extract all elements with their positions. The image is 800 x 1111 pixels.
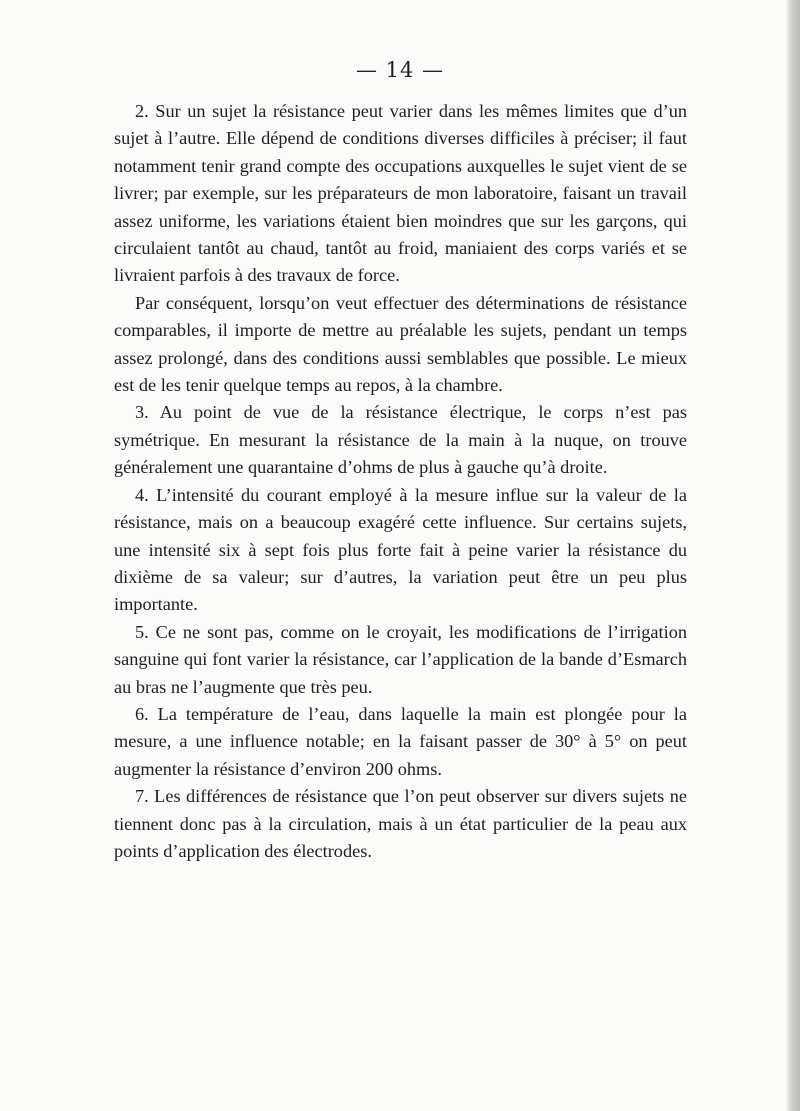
paragraph-consequence: Par conséquent, lorsqu’on veut effectuer des déterminations de résistance comparables, il importe de mettre au préalable les sujets, pendant un temps assez prolongé, dans des conditions aussi semblables que possible. Le mieux est de les tenir quelque temps au repos, à la chambre.	[114, 292, 687, 396]
paragraph-7: 7. Les différences de résistance que l’on peut observer sur divers sujets ne tiennent donc pas à la circulation, mais à un état particulier de la peau aux points d’application des électrodes.	[114, 786, 687, 861]
page-edge-shadow	[786, 0, 800, 1111]
body-text	[114, 98, 687, 865]
paragraph-3: 3. Au point de vue de la résistance électrique, le corps n’est pas symétrique. En mesurant la résistance de la main à la nuque, on trouve généralement une quarantaine d’ohms de plus à gauche qu’à droite.	[114, 402, 687, 478]
paragraph-4: 4. L’intensité du courant employé à la mesure influe sur la valeur de la résistance, mais on a beaucoup exagéré cette influence. Sur certains sujets, une intensité six à sept fois plus forte fait à peine varier la résistance du dixième de sa valeur; sur d’autres, la variation peut être un peu plus importante.	[114, 484, 687, 615]
paragraph-2: 2. Sur un sujet la résistance peut varier dans les mêmes limites que d’un sujet à l’autre. Elle dépend de conditions diverses difficiles à préciser; il faut notamment tenir grand compte des occupations auxquelles le sujet vient de se livrer; par exemple, sur les préparateurs de mon laboratoire, faisant un travail assez uniforme, les variations étaient bien moindres que sur les garçons, qui circulaient tantôt au chaud, tantôt au froid, maniaient des corps variés et se livraient parfois à des travaux de force.	[114, 101, 687, 286]
paragraph-5: 5. Ce ne sont pas, comme on le croyait, les modifications de l’irrigation sanguine qui font varier la résistance, car l’application de la bande d’Esmarch au bras ne l’augmente que très peu.	[114, 621, 687, 697]
page-number: — 14 —	[355, 58, 445, 82]
paragraph-6: 6. La température de l’eau, dans laquelle la main est plongée pour la mesure, a une influence notable; en la faisant passer de 30° à 5° on peut augmenter la résistance d’environ 200 ohms.	[114, 703, 687, 779]
